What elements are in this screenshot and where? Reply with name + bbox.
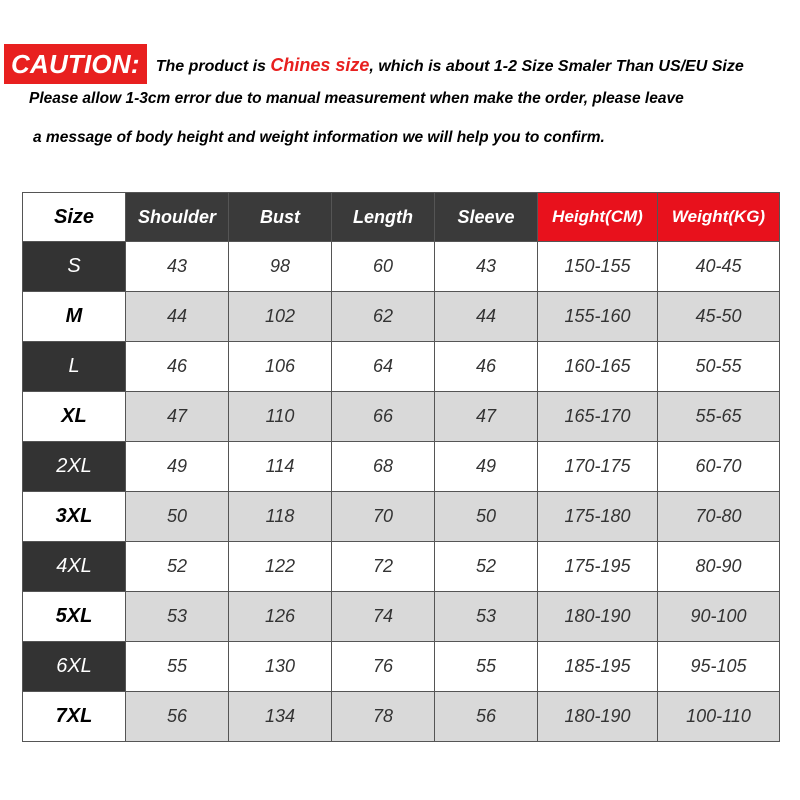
size-cell: 7XL <box>23 692 126 742</box>
size-cell: 2XL <box>23 442 126 492</box>
caution-badge: CAUTION: <box>4 44 147 84</box>
header-height: Height(CM) <box>538 193 658 242</box>
caution-banner <box>4 44 744 84</box>
sleeve-cell: 44 <box>435 292 538 342</box>
bust-cell: 126 <box>229 592 332 642</box>
weight-cell: 50-55 <box>658 342 780 392</box>
header-sleeve: Sleeve <box>435 193 538 242</box>
table-header-row <box>23 193 780 242</box>
height-cell: 180-190 <box>538 592 658 642</box>
size-cell: 4XL <box>23 542 126 592</box>
weight-cell: 80-90 <box>658 542 780 592</box>
caution-prefix: The product is <box>155 57 271 75</box>
table-row <box>23 592 780 642</box>
measurement-note-line-1: Please allow 1-3cm error due to manual measurement when make the order, please leave <box>29 90 684 107</box>
size-cell: XL <box>23 392 126 442</box>
size-cell: S <box>23 242 126 292</box>
shoulder-cell: 52 <box>126 542 229 592</box>
height-cell: 175-195 <box>538 542 658 592</box>
sleeve-cell: 52 <box>435 542 538 592</box>
bust-cell: 114 <box>229 442 332 492</box>
length-cell: 70 <box>332 492 435 542</box>
weight-cell: 90-100 <box>658 592 780 642</box>
size-chart-table <box>22 192 780 742</box>
bust-cell: 134 <box>229 692 332 742</box>
size-cell: 6XL <box>23 642 126 692</box>
weight-cell: 45-50 <box>658 292 780 342</box>
table-row <box>23 242 780 292</box>
height-cell: 155-160 <box>538 292 658 342</box>
weight-cell: 70-80 <box>658 492 780 542</box>
bust-cell: 122 <box>229 542 332 592</box>
sleeve-cell: 56 <box>435 692 538 742</box>
shoulder-cell: 46 <box>126 342 229 392</box>
header-bust: Bust <box>229 193 332 242</box>
height-cell: 150-155 <box>538 242 658 292</box>
shoulder-cell: 56 <box>126 692 229 742</box>
header-length: Length <box>332 193 435 242</box>
height-cell: 165-170 <box>538 392 658 442</box>
weight-cell: 100-110 <box>658 692 780 742</box>
sleeve-cell: 49 <box>435 442 538 492</box>
sleeve-cell: 47 <box>435 392 538 442</box>
table-row <box>23 692 780 742</box>
height-cell: 170-175 <box>538 442 658 492</box>
table-row <box>23 642 780 692</box>
shoulder-cell: 43 <box>126 242 229 292</box>
bust-cell: 106 <box>229 342 332 392</box>
table-row <box>23 292 780 342</box>
sleeve-cell: 55 <box>435 642 538 692</box>
caution-highlight: Chines size <box>270 54 370 75</box>
weight-cell: 95-105 <box>658 642 780 692</box>
size-cell: 5XL <box>23 592 126 642</box>
caution-suffix: , which is about 1-2 Size Smaler Than US/EU Size <box>369 57 744 75</box>
bust-cell: 118 <box>229 492 332 542</box>
weight-cell: 60-70 <box>658 442 780 492</box>
table-row <box>23 392 780 442</box>
shoulder-cell: 53 <box>126 592 229 642</box>
length-cell: 76 <box>332 642 435 692</box>
length-cell: 74 <box>332 592 435 642</box>
sleeve-cell: 43 <box>435 242 538 292</box>
shoulder-cell: 50 <box>126 492 229 542</box>
weight-cell: 40-45 <box>658 242 780 292</box>
measurement-note-line-2: a message of body height and weight information we will help you to confirm. <box>33 129 605 146</box>
caution-message <box>156 55 744 76</box>
shoulder-cell: 49 <box>126 442 229 492</box>
height-cell: 180-190 <box>538 692 658 742</box>
size-cell: M <box>23 292 126 342</box>
sleeve-cell: 53 <box>435 592 538 642</box>
length-cell: 72 <box>332 542 435 592</box>
bust-cell: 102 <box>229 292 332 342</box>
length-cell: 62 <box>332 292 435 342</box>
header-shoulder: Shoulder <box>126 193 229 242</box>
bust-cell: 98 <box>229 242 332 292</box>
bust-cell: 130 <box>229 642 332 692</box>
length-cell: 66 <box>332 392 435 442</box>
shoulder-cell: 47 <box>126 392 229 442</box>
shoulder-cell: 44 <box>126 292 229 342</box>
shoulder-cell: 55 <box>126 642 229 692</box>
length-cell: 78 <box>332 692 435 742</box>
header-weight: Weight(KG) <box>658 193 780 242</box>
height-cell: 160-165 <box>538 342 658 392</box>
height-cell: 185-195 <box>538 642 658 692</box>
sleeve-cell: 50 <box>435 492 538 542</box>
length-cell: 60 <box>332 242 435 292</box>
size-cell: 3XL <box>23 492 126 542</box>
bust-cell: 110 <box>229 392 332 442</box>
length-cell: 64 <box>332 342 435 392</box>
header-size: Size <box>23 193 126 242</box>
table-row <box>23 442 780 492</box>
sleeve-cell: 46 <box>435 342 538 392</box>
table-row <box>23 342 780 392</box>
size-cell: L <box>23 342 126 392</box>
weight-cell: 55-65 <box>658 392 780 442</box>
length-cell: 68 <box>332 442 435 492</box>
table-row <box>23 492 780 542</box>
height-cell: 175-180 <box>538 492 658 542</box>
table-row <box>23 542 780 592</box>
